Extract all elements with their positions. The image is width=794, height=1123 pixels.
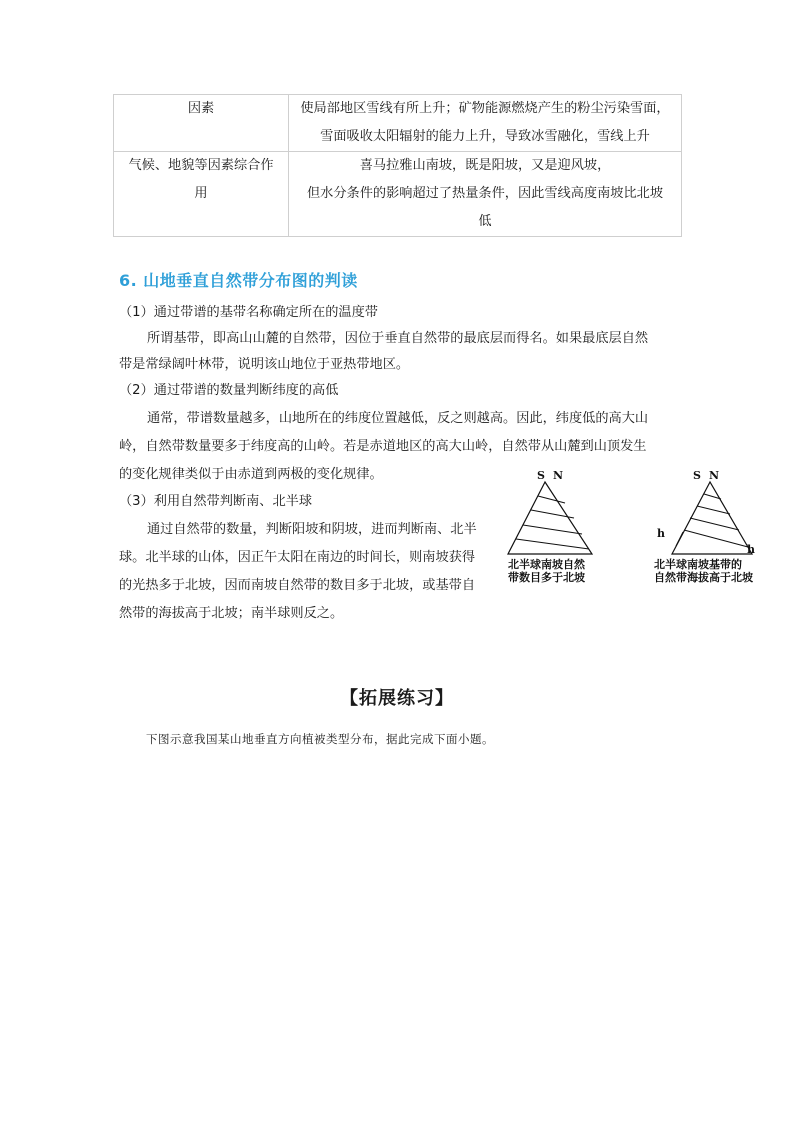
item-body-line: 所谓基带，即高山山麓的自然带，因位于垂直自然带的最底层而得名。如果最底层自然 <box>147 331 649 346</box>
item-body-line: 的光热多于北坡，因而南坡自然带的数目多于北坡，或基带自 <box>119 578 476 593</box>
north-label: N <box>553 469 564 482</box>
north-label: N <box>709 469 720 482</box>
section-heading: 6. 山地垂直自然带分布图的判读 <box>119 271 358 290</box>
practice-intro: 下图示意我国某山地垂直方向植被类型分布，据此完成下面小题。 <box>146 732 494 746</box>
south-label: S <box>693 469 701 482</box>
height-label-left: h <box>657 527 665 540</box>
table-cell-factor: 气候、地貌等因素综合作 用 <box>114 152 289 237</box>
table-cell-description: 使局部地区雪线有所上升；矿物能源燃烧产生的粉尘污染雪面， 雪面吸收太阳辐射的能力上升，导致冰雪融化，雪线上升 <box>289 95 682 152</box>
item-body-line: 岭，自然带数量要多于纬度高的山岭。若是赤道地区的高大山岭，自然带从山麓到山顶发生 <box>119 439 647 454</box>
practice-title: 【拓展练习】 <box>340 688 454 709</box>
table-cell-description: 喜马拉雅山南坡，既是阳坡，又是迎风坡， 但水分条件的影响超过了热量条件，因此雪线高度南坡比北坡 低 <box>289 152 682 237</box>
snowline-factor-table <box>113 94 682 237</box>
mountain-diagram-base-belt-altitude <box>664 478 760 558</box>
item-body-line: 带是常绿阔叶林带，说明该山地位于亚热带地区。 <box>119 357 410 372</box>
item-body-line: 球。北半球的山体，因正午太阳在南边的时间长，则南坡获得 <box>119 550 476 565</box>
table-row <box>114 152 682 237</box>
item-body-line: 的变化规律类似于由赤道到两极的变化规律。 <box>119 467 383 482</box>
height-label-right: h <box>747 543 755 556</box>
mountain-diagram-south-slope-count <box>506 478 596 558</box>
table-cell-factor: 因素 <box>114 95 289 152</box>
south-label: S <box>537 469 545 482</box>
diagram-caption: 北半球南坡自然 带数目多于北坡 <box>508 558 585 584</box>
item-title: （3）利用自然带判断南、北半球 <box>119 494 313 509</box>
table-row <box>114 95 682 152</box>
item-body-line: 通常，带谱数量越多，山地所在的纬度位置越低，反之则越高。因此，纬度低的高大山 <box>147 411 649 426</box>
item-body-line: 通过自然带的数量，判断阳坡和阴坡，进而判断南、北半 <box>147 522 477 537</box>
diagram-caption: 北半球南坡基带的 自然带海拔高于北坡 <box>654 558 753 584</box>
item-title: （1）通过带谱的基带名称确定所在的温度带 <box>119 305 378 320</box>
item-body-line: 然带的海拔高于北坡；南半球则反之。 <box>119 606 344 621</box>
item-title: （2）通过带谱的数量判断纬度的高低 <box>119 383 339 398</box>
